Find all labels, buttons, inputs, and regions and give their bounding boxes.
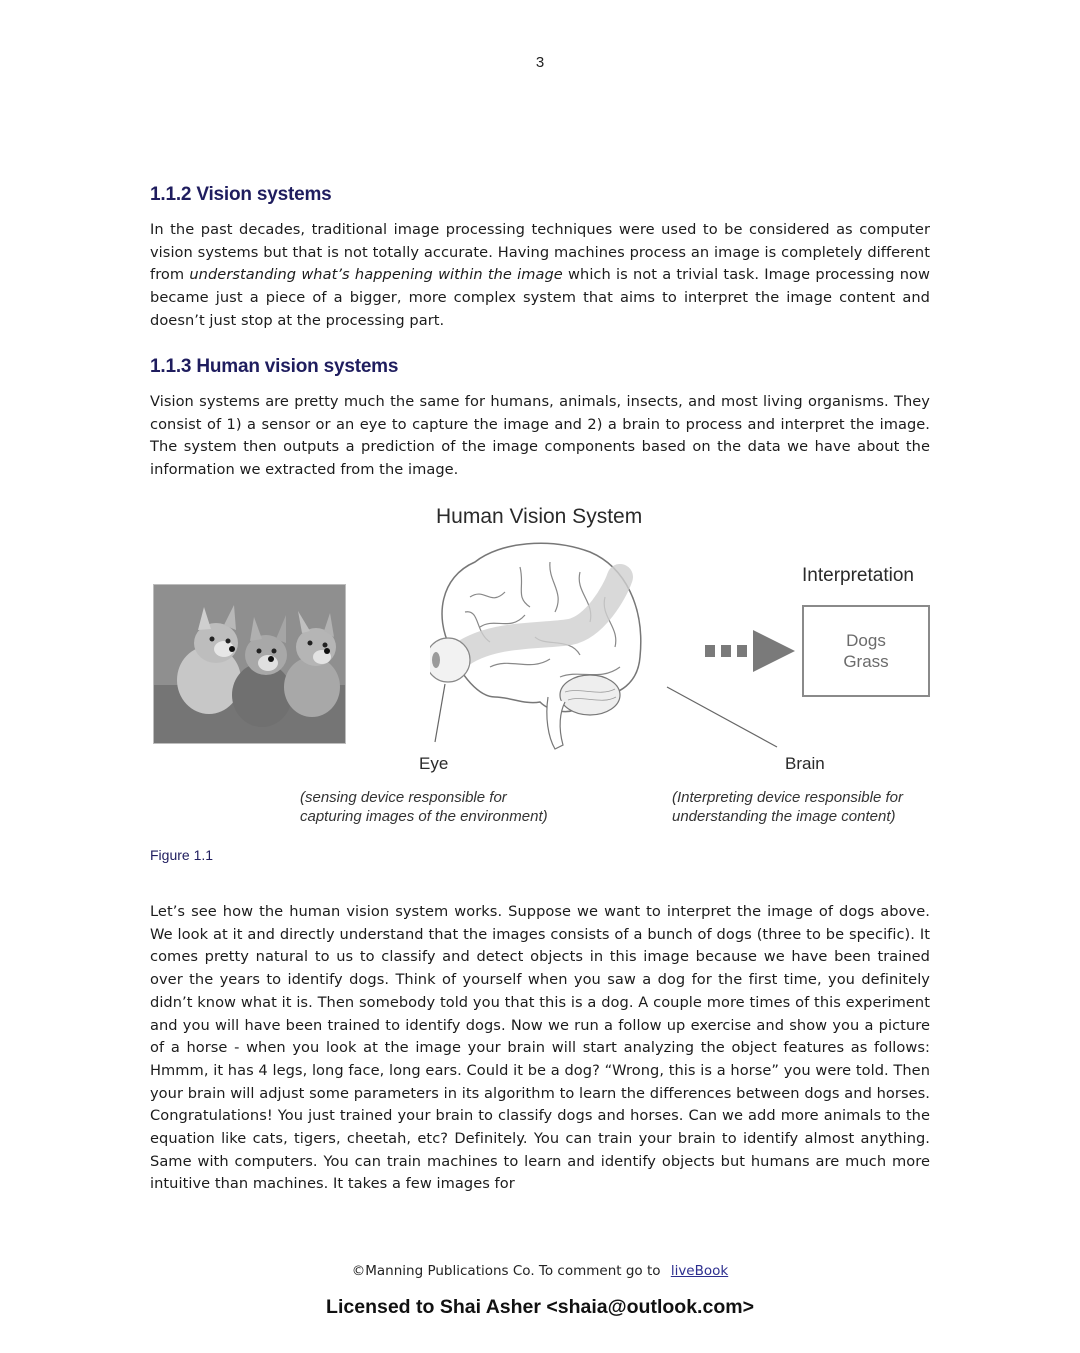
interpretation-box (802, 605, 930, 697)
license-notice: Licensed to Shai Asher <shaia@outlook.com> (326, 1296, 754, 1318)
eye-description-line: capturing images of the environment) (300, 808, 548, 825)
brain-label: Brain (785, 754, 825, 773)
section-heading-vision-systems: 1.1.2 Vision systems (150, 184, 332, 205)
brain-description-line: understanding the image content) (672, 808, 896, 825)
copyright-text: ©Manning Publications Co. To comment go to (351, 1263, 661, 1279)
figure-human-vision-system (140, 495, 940, 835)
interpretation-item-grass: Grass (843, 652, 889, 671)
eye-description-line: (sensing device responsible for (300, 789, 507, 806)
paragraph-text: In the past decades, traditional image processing techniques were used to be considered as computer vision systems but that is not totally accurate. Having machines process an image is completely different from (150, 221, 930, 284)
interpretation-label: Interpretation (802, 565, 914, 586)
paragraph-how-human-vision-works: Let’s see how the human vision system works. Suppose we want to interpret the image of dogs above. We look at it and directly understand that the images consists of a bunch of dogs (three to be specific). It comes pretty natural to us to classify and detect objects in this image because we have been trained over the years to identify dogs. Think of yourself when you saw a dog for the first time, you definitely didn’t know what it is. Then somebody told you that this is a dog. A couple more times of this experiment and you will have been trained to identify dogs. Now we run a follow up exercise and show you a picture of a horse - when you look at the image your brain will start analyzing the object features as follows: Hmmm, it has 4 legs, long face, long ears. Could it be a dog? “Wrong, this is a horse” you were told. Then your brain will adjust some parameters in its algorithm to learn the differences between dogs and horses. Congratulations! You just trained your brain to classify dogs and horses. Can we add more animals to the equation like cats, tigers, cheetah, etc? Definitely. You can train your brain to identify almost anything. Same with computers. You can train machines to learn and identify objects but humans are much more intuitive than machines. It takes a few images for (150, 903, 930, 1193)
figure-caption: Figure 1.1 (150, 847, 214, 863)
brain-illustration-icon (430, 537, 650, 752)
eye-label: Eye (419, 754, 449, 773)
brain-description (672, 788, 903, 826)
interpretation-item-dogs: Dogs (846, 631, 886, 650)
paragraph-text: which is not a trivial task. Image processing now became just a piece of a bigger, more complex system that aims to interpret the image content and doesn’t just stop at the processing part. (150, 266, 930, 329)
paragraph-vision-systems (150, 219, 930, 333)
dogs-image-icon (154, 585, 345, 743)
footer-copyright (0, 1263, 1080, 1279)
brain-pointer-line (665, 685, 785, 755)
page-number: 3 (535, 54, 545, 71)
section-heading-human-vision-systems: 1.1.3 Human vision systems (150, 356, 399, 377)
arrow-right-icon (705, 630, 800, 680)
paragraph-human-vision-systems: Vision systems are pretty much the same for humans, animals, insects, and most living organisms. They consist of 1) a sensor or an eye to capture the image and 2) a brain to process and interpret the image. The system then outputs a prediction of the image components based on the data we have about the information we extracted from the image. (150, 393, 930, 479)
livebook-link[interactable]: liveBook (670, 1263, 729, 1279)
emphasized-text: understanding what’s happening within the image (189, 266, 563, 284)
figure-title: Human Vision System (436, 505, 643, 528)
eye-description (300, 788, 548, 826)
brain-description-line: (Interpreting device responsible for (672, 789, 903, 806)
dog-photo (153, 584, 346, 744)
